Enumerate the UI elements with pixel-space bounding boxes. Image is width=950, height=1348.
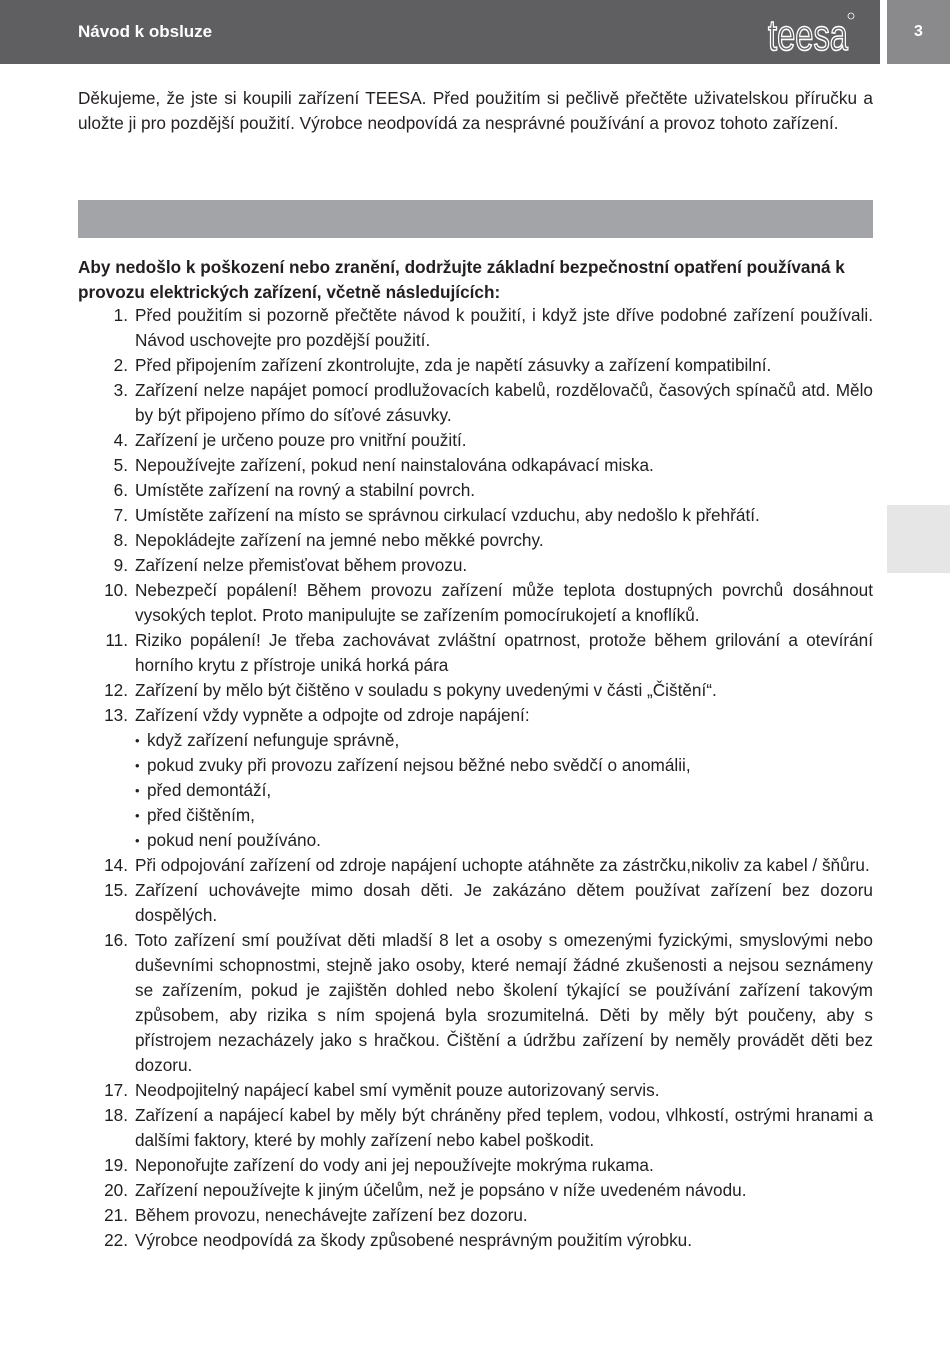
item-number: 6. xyxy=(113,480,128,500)
item-text: Zařízení nelze napájet pomocí prodlužovacích kabelů, rozdělovačů, časových spínačů atd. Mělo by být připojeno přímo do síťové zásuvky. xyxy=(135,380,873,425)
list-item xyxy=(78,928,873,1078)
safety-warning: Aby nedošlo k poškození nebo zranění, dodržujte základní bezpečnostní opatření používaná k provozu elektrických zařízení, včetně následujících: xyxy=(78,257,845,302)
item-text: Nepoužívejte zařízení, pokud není nainstalována odkapávací miska. xyxy=(135,455,654,475)
item-number: 5. xyxy=(113,455,128,475)
item-number: 19. xyxy=(104,1155,128,1175)
item-text: Nebezpečí popálení! Během provozu zařízení může teplota dostupných povrchů dosáhnout vysokých teplot. Proto manipulujte se zařízením pomocírukojetí a knoflíků. xyxy=(135,580,873,625)
item-number: 16. xyxy=(104,930,128,950)
header-title: Návod k obsluze xyxy=(78,22,213,41)
item-number: 15. xyxy=(104,880,128,900)
sub-list-item: • když zařízení nefunguje správně, xyxy=(135,728,873,753)
item-text: Před připojením zařízení zkontrolujte, zda je napětí zásuvky a zařízení kompatibilní. xyxy=(135,355,772,375)
item-number: 21. xyxy=(104,1205,128,1225)
list-item xyxy=(78,1078,873,1103)
item-number: 9. xyxy=(113,555,128,575)
sub-list-item: • pokud zvuky při provozu zařízení nejsou běžné nebo svědčí o anomálii, xyxy=(135,753,873,778)
side-section-tab xyxy=(887,505,950,573)
list-item xyxy=(78,353,873,378)
item-text: Zařízení uchovávejte mimo dosah děti. Je zakázáno dětem používat zařízení bez dozoru dospělých. xyxy=(135,880,873,925)
item-number: 17. xyxy=(104,1080,128,1100)
list-item xyxy=(78,553,873,578)
sub-list-item: • před čištěním, xyxy=(135,803,873,828)
sub-list-item: • před demontáží, xyxy=(135,778,873,803)
item-number: 3. xyxy=(113,380,128,400)
list-item xyxy=(78,1228,873,1253)
item-number: 7. xyxy=(113,505,128,525)
sub-list-item: • pokud není používáno. xyxy=(135,828,873,853)
list-item xyxy=(78,678,873,703)
item-text: Zařízení by mělo být čištěno v souladu s pokyny uvedenými v části „Čištění“. xyxy=(135,680,717,700)
item-text: Zařízení nepoužívejte k jiným účelům, než je popsáno v níže uvedeném návodu. xyxy=(135,1180,747,1200)
item-text: Umístěte zařízení na místo se správnou cirkulací vzduchu, aby nedošlo k přehřátí. xyxy=(135,505,760,525)
item-text: Nepokládejte zařízení na jemné nebo měkké povrchy. xyxy=(135,530,544,550)
item-number: 12. xyxy=(104,680,128,700)
list-item xyxy=(78,1103,873,1153)
item-text: Zařízení je určeno pouze pro vnitřní použití. xyxy=(135,430,467,450)
list-item xyxy=(78,1203,873,1228)
list-item xyxy=(78,528,873,553)
list-item xyxy=(78,578,873,628)
item-text: Toto zařízení smí používat děti mladší 8 let a osoby s omezenými fyzickými, smyslovými nebo duševními schopnostmi, stejně jako osoby, které nemají žádné zkušenosti a nejsou seznámeny se zařízením, pokud je zajištěn dohled nebo školení týkající se používání zařízení takovým způsobem, aby rizika s ním spojená byla srozumitelná. Děti by měly být poučeny, aby s přístrojem nezacházely jako s hračkou. Čištění a údržbu zařízení by neměly provádět děti bez dozoru. xyxy=(135,930,873,1075)
list-item xyxy=(78,703,873,853)
list-item xyxy=(78,878,873,928)
item-number: 18. xyxy=(104,1105,128,1125)
item-text: Neponořujte zařízení do vody ani jej nepoužívejte mokrýma rukama. xyxy=(135,1155,654,1175)
page-number-tab xyxy=(887,0,950,64)
item-text: Během provozu, nenechávejte zařízení bez dozoru. xyxy=(135,1205,528,1225)
safety-list xyxy=(78,303,873,1253)
item-text: Zařízení a napájecí kabel by měly být chráněny před teplem, vodou, vlhkostí, ostrými hranami a dalšími faktory, které by mohly zařízení nebo kabel poškodit. xyxy=(135,1105,873,1150)
item-number: 22. xyxy=(104,1230,128,1250)
item-text: Umístěte zařízení na rovný a stabilní povrch. xyxy=(135,480,476,500)
item-text: Riziko popálení! Je třeba zachovávat zvláštní opatrnost, protože během grilování a otevírání horního krytu z přístroje uniká horká pára xyxy=(135,630,873,675)
list-item xyxy=(78,853,873,878)
list-item xyxy=(78,1153,873,1178)
item-number: 14. xyxy=(104,855,128,875)
list-item xyxy=(78,478,873,503)
page-number: 3 xyxy=(914,23,923,40)
intro-paragraph: Děkujeme, že jste si koupili zařízení TEESA. Před použitím si pečlivě přečtěte uživatelskou příručku a uložte ji pro pozdější použití. Výrobce neodpovídá za nesprávné používání a provoz tohoto zařízení. xyxy=(78,88,873,133)
list-item xyxy=(78,503,873,528)
teesa-logo xyxy=(766,6,856,58)
logo-text: teesa xyxy=(768,11,849,60)
list-item xyxy=(78,303,873,353)
item-text: Při odpojování zařízení od zdroje napájení uchopte atáhněte za zástrčku,nikoliv za kabel / šňůru. xyxy=(135,855,870,875)
list-item xyxy=(78,1178,873,1203)
list-item xyxy=(78,628,873,678)
item-text: Neodpojitelný napájecí kabel smí vyměnit pouze autorizovaný servis. xyxy=(135,1080,660,1100)
item-number: 11. xyxy=(105,630,128,650)
list-item xyxy=(78,428,873,453)
item-number: 20. xyxy=(104,1180,128,1200)
header-bar xyxy=(0,0,880,64)
list-item xyxy=(78,378,873,428)
item-number: 2. xyxy=(113,355,128,375)
section-heading-band xyxy=(78,200,873,238)
item-number: 13. xyxy=(104,705,128,725)
item-text: Zařízení vždy vypněte a odpojte od zdroje napájení: xyxy=(135,705,530,725)
item-number: 10. xyxy=(104,580,128,600)
item-text: Před použitím si pozorně přečtěte návod k použití, i když jste dříve podobné zařízení používali. Návod uschovejte pro pozdější použití. xyxy=(135,305,873,350)
item-number: 4. xyxy=(113,430,128,450)
item-text: Zařízení nelze přemisťovat během provozu. xyxy=(135,555,468,575)
item-text: Výrobce neodpovídá za škody způsobené nesprávným použitím výrobku. xyxy=(135,1230,692,1250)
list-item xyxy=(78,453,873,478)
item-number: 1. xyxy=(113,305,128,325)
item-number: 8. xyxy=(113,530,128,550)
